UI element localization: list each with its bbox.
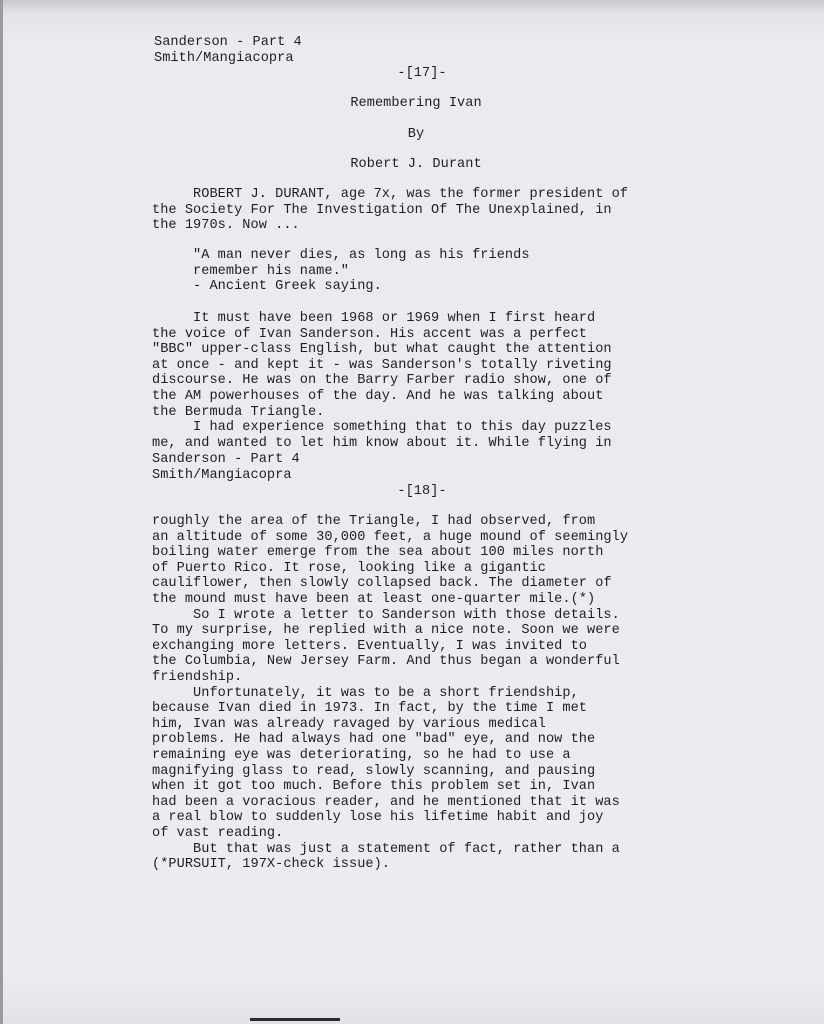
article-title: Remembering Ivan [350, 96, 482, 111]
text-line: So I wrote a letter to Sanderson with those details. [152, 607, 620, 623]
running-header-line-1: Sanderson - Part 4 [154, 35, 302, 50]
page-number: -[17]- [397, 66, 447, 81]
text-line: of Puerto Rico. It rose, looking like a gigantic [152, 560, 546, 576]
byline-by: By [407, 127, 425, 142]
text-line: at once - and kept it - was Sanderson's totally riveting [152, 357, 612, 373]
text-line: To my surprise, he replied with a nice note. Soon we were [152, 623, 620, 639]
text-line: the Society For The Investigation Of The Unexplained, in [152, 202, 612, 218]
text-line: magnifying glass to read, slowly scanning, and pausing [152, 763, 596, 779]
text-line: boiling water emerge from the sea about 100 miles north [152, 545, 604, 561]
text-line: ROBERT J. DURANT, age 7x, was the former president of [152, 187, 629, 202]
text-line: because Ivan died in 1973. In fact, by the time I met [152, 701, 588, 717]
text-line: roughly the area of the Triangle, I had observed, from [152, 514, 596, 529]
text-line: friendship. [152, 670, 243, 685]
text-line: discourse. He was on the Barry Farber radio show, one of [152, 373, 612, 389]
text-line: the 1970s. Now ... [152, 218, 300, 234]
scan-edge [0, 0, 3, 1024]
text-line: a real blow to suddenly lose his lifetime habit and joy [152, 810, 604, 826]
text-line: had been a voracious reader, and he mentioned that it was [152, 794, 620, 810]
text-line: remaining eye was deteriorating, so he had to use a [152, 748, 571, 763]
text-line: the AM powerhouses of the day. And he was talking about [152, 389, 604, 404]
scan-mark [250, 1018, 340, 1021]
page-number: -[18]- [397, 484, 447, 499]
author-name: Robert J. Durant [350, 157, 482, 172]
running-header-line-2: Smith/Mangiacopra [154, 51, 294, 66]
text-line: But that was just a statement of fact, rather than a [152, 841, 620, 857]
text-line: - Ancient Greek saying. [152, 279, 382, 295]
text-line: the Columbia, New Jersey Farm. And thus began a wonderful [152, 654, 620, 670]
text-line: the Bermuda Triangle. [152, 404, 325, 420]
text-line: cauliflower, then slowly collapsed back. The diameter of [152, 576, 612, 592]
text-line: me, and wanted to let him know about it. While flying in [152, 435, 612, 451]
running-header-line-2: Smith/Mangiacopra [152, 468, 292, 483]
running-header-line-1: Sanderson - Part 4 [152, 452, 300, 467]
text-line: (*PURSUIT, 197X-check issue). [152, 857, 391, 873]
text-line: an altitude of some 30,000 feet, a huge mound of seemingly [152, 529, 629, 545]
text-line: when it got too much. Before this problem set in, Ivan [152, 779, 596, 795]
text-line: problems. He had always had one "bad" eye, and now the [152, 732, 596, 748]
text-line: the voice of Ivan Sanderson. His accent was a perfect [152, 326, 588, 342]
text-line: exchanging more letters. Eventually, I was invited to [152, 638, 588, 654]
text-line: him, Ivan was already ravaged by various medical [152, 716, 546, 732]
text-line: I had experience something that to this day puzzles [152, 420, 612, 436]
text-line: remember his name." [152, 263, 349, 279]
text-line: "A man never dies, as long as his friends [152, 248, 530, 263]
text-line: "BBC" upper-class English, but what caught the attention [152, 342, 612, 358]
text-line: Unfortunately, it was to be a short friendship, [152, 685, 579, 701]
text-line: of vast reading. [152, 826, 284, 841]
text-line: the mound must have been at least one-quarter mile.(*) [152, 592, 596, 607]
text-line: It must have been 1968 or 1969 when I first heard [152, 311, 596, 326]
